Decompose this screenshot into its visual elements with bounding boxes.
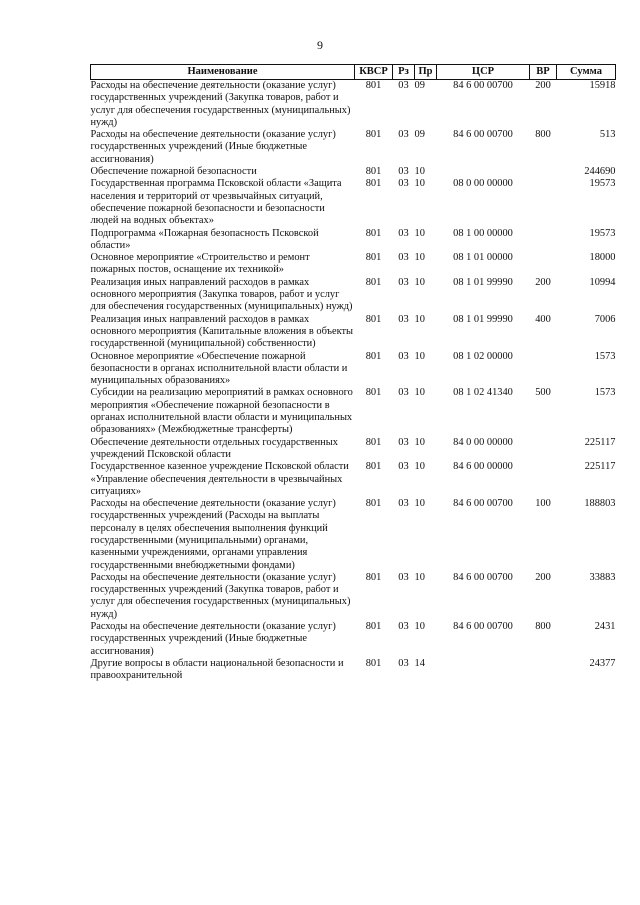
- cell-pr: 09: [414, 129, 425, 141]
- cell-pr: 10: [414, 498, 425, 510]
- table-row: [91, 178, 616, 227]
- cell-kvsr: 801: [365, 313, 382, 325]
- cell-rz: 03: [398, 657, 409, 669]
- cell-csr: 08 0 00 00000: [453, 178, 513, 190]
- table-row: [91, 437, 616, 462]
- cell-sum: 7006: [594, 313, 616, 325]
- cell-kvsr: 801: [365, 252, 382, 264]
- cell-pr: 10: [414, 436, 425, 448]
- cell-rz: 03: [398, 461, 409, 473]
- table-row: [91, 228, 616, 253]
- cell-kvsr: 801: [365, 227, 382, 239]
- table-row: [91, 498, 616, 572]
- cell-csr: 08 1 01 99990: [453, 276, 513, 288]
- cell-pr: 10: [414, 621, 425, 633]
- cell-csr: 84 6 00 00700: [453, 80, 513, 91]
- cell-kvsr: 801: [365, 178, 382, 190]
- cell-kvsr: 801: [365, 571, 382, 583]
- cell-sum: 15918: [589, 80, 616, 91]
- cell-csr: 08 1 02 00000: [453, 350, 513, 362]
- cell-kvsr: 801: [365, 166, 382, 178]
- header-vr: ВР: [530, 65, 557, 80]
- table-header-row: [91, 65, 616, 80]
- cell-vr: 500: [535, 387, 551, 399]
- cell-vr: [530, 228, 557, 253]
- cell-kvsr: 801: [365, 621, 382, 633]
- cell-kvsr: 801: [365, 276, 382, 288]
- cell-rz: 03: [398, 129, 409, 141]
- cell-name: Расходы на обеспечение деятельности (оказание услуг) государственных учреждений (Иные бюджетные ассигнования): [90, 129, 336, 165]
- cell-name: Расходы на обеспечение деятельности (оказание услуг) государственных учреждений (Расходы на выплаты персоналу в целях обеспечения выполнения функций государственными (муниципальными) органами, казенными учреждениями, органами управления государственными внебюджетными фондами): [90, 498, 336, 571]
- cell-kvsr: 801: [365, 657, 382, 669]
- cell-sum: 1573: [594, 350, 616, 362]
- cell-sum: 19573: [589, 227, 616, 239]
- cell-name: Расходы на обеспечение деятельности (оказание услуг) государственных учреждений (Закупка товаров, работ и услуг для обеспечения государственных (муниципальных) нужд): [90, 80, 351, 128]
- cell-kvsr: 801: [365, 387, 382, 399]
- cell-sum: 1573: [594, 387, 616, 399]
- cell-vr: 800: [535, 129, 551, 141]
- table-row: [91, 658, 616, 683]
- cell-csr: 84 6 00 00700: [453, 571, 513, 583]
- cell-sum: 33883: [589, 571, 616, 583]
- cell-pr: 09: [414, 80, 425, 91]
- cell-pr: 10: [414, 178, 425, 190]
- cell-name: Обеспечение пожарной безопасности: [90, 166, 257, 178]
- page-number: 9: [317, 38, 323, 52]
- cell-rz: 03: [398, 387, 409, 399]
- cell-csr: 84 6 00 00000: [453, 461, 513, 473]
- cell-rz: 03: [398, 80, 409, 91]
- table-row: [91, 621, 616, 658]
- cell-name: Реализация иных направлений расходов в рамках основного мероприятия (Капитальные вложения в объекты государственной (муниципальной) собственности): [90, 313, 354, 350]
- cell-name: Обеспечение деятельности отдельных государственных учреждений Псковской области: [90, 436, 338, 460]
- table-row: [91, 351, 616, 388]
- table-row: [91, 572, 616, 621]
- cell-csr: 84 6 00 00700: [453, 129, 513, 141]
- header-csr: ЦСР: [437, 65, 530, 80]
- cell-csr: 84 6 00 00700: [453, 498, 513, 510]
- cell-rz: 03: [398, 178, 409, 190]
- cell-name: Расходы на обеспечение деятельности (оказание услуг) государственных учреждений (Закупка товаров, работ и услуг для обеспечения государственных (муниципальных) нужд): [90, 571, 351, 620]
- cell-name: Расходы на обеспечение деятельности (оказание услуг) государственных учреждений (Иные бюджетные ассигнования): [90, 621, 336, 657]
- cell-pr: 10: [414, 276, 425, 288]
- cell-sum: 2431: [594, 621, 616, 633]
- cell-name: Государственная программа Псковской области «Защита населения и территорий от чрезвычайных ситуаций, обеспечение пожарной безопасности и безопасности людей на водных объектах»: [90, 178, 342, 227]
- cell-vr: 200: [535, 571, 551, 583]
- cell-sum: 188803: [584, 498, 616, 510]
- table-row: [91, 252, 616, 277]
- cell-csr: 08 1 00 00000: [453, 227, 513, 239]
- cell-rz: 03: [398, 350, 409, 362]
- cell-rz: 03: [398, 252, 409, 264]
- cell-pr: 10: [414, 387, 425, 399]
- cell-vr: [530, 461, 557, 498]
- header-name: Наименование: [91, 65, 355, 80]
- cell-kvsr: 801: [365, 498, 382, 510]
- header-rz: Рз: [393, 65, 415, 80]
- cell-rz: 03: [398, 498, 409, 510]
- cell-name: Основное мероприятие «Строительство и ремонт пожарных постов, оснащение их техникой»: [90, 252, 310, 276]
- cell-name: Субсидии на реализацию мероприятий в рамках основного мероприятия «Обеспечение пожарной безопасности в органах исполнительной власти области и муниципальных образованиях» (Межбюджетные трансферты): [90, 387, 353, 436]
- cell-rz: 03: [398, 621, 409, 633]
- cell-csr: 08 1 02 41340: [453, 387, 513, 399]
- cell-vr: [530, 178, 557, 227]
- cell-name: Государственное казенное учреждение Псковской области «Управление обеспечения деятельности в чрезвычайных ситуациях»: [90, 461, 349, 497]
- cell-rz: 03: [398, 571, 409, 583]
- cell-sum: 10994: [589, 276, 616, 288]
- cell-sum: 24377: [589, 657, 616, 669]
- cell-pr: 10: [414, 461, 425, 473]
- cell-rz: 03: [398, 227, 409, 239]
- table-row: [91, 314, 616, 351]
- cell-vr: [530, 658, 557, 683]
- cell-vr: 400: [535, 313, 551, 325]
- cell-pr: 10: [414, 252, 425, 264]
- cell-rz: 03: [398, 313, 409, 325]
- table-row: [91, 166, 616, 178]
- cell-pr: 10: [414, 227, 425, 239]
- cell-sum: 18000: [589, 252, 616, 264]
- table-row: [91, 80, 616, 130]
- table-row: [91, 129, 616, 166]
- cell-csr: 08 1 01 99990: [453, 313, 513, 325]
- cell-rz: 03: [398, 436, 409, 448]
- cell-csr: [437, 658, 530, 683]
- cell-vr: [530, 252, 557, 277]
- cell-kvsr: 801: [365, 80, 382, 91]
- cell-kvsr: 801: [365, 350, 382, 362]
- cell-vr: 100: [535, 498, 551, 510]
- cell-csr: [437, 166, 530, 178]
- cell-pr: 14: [414, 657, 425, 669]
- cell-pr: 10: [414, 350, 425, 362]
- cell-vr: 800: [535, 621, 551, 633]
- cell-name: Реализация иных направлений расходов в рамках основного мероприятия (Закупка товаров, работ и услуг для обеспечения государственных (муниципальных) нужд): [90, 276, 353, 313]
- table-row: [91, 461, 616, 498]
- cell-pr: 10: [414, 571, 425, 583]
- cell-vr: [530, 351, 557, 388]
- cell-rz: 03: [398, 276, 409, 288]
- header-kvsr: КВСР: [355, 65, 393, 80]
- cell-csr: 84 0 00 00000: [453, 436, 513, 448]
- cell-name: Другие вопросы в области национальной безопасности и правоохранительной: [90, 657, 344, 682]
- cell-sum: 19573: [589, 178, 616, 190]
- cell-vr: 200: [535, 276, 551, 288]
- cell-vr: 200: [535, 80, 551, 91]
- header-pr: Пр: [415, 65, 437, 80]
- cell-sum: 244690: [584, 166, 616, 178]
- cell-csr: 08 1 01 00000: [453, 252, 513, 264]
- cell-name: Основное мероприятие «Обеспечение пожарной безопасности в органах исполнительной власти области и муниципальных образованиях»: [90, 350, 348, 387]
- cell-sum: 225117: [584, 436, 616, 448]
- cell-sum: 225117: [584, 461, 616, 473]
- cell-kvsr: 801: [365, 129, 382, 141]
- header-sum: Сумма: [557, 65, 616, 80]
- cell-name: Подпрограмма «Пожарная безопасность Псковской области»: [90, 227, 319, 251]
- table-row: [91, 277, 616, 314]
- table-row: [91, 387, 616, 436]
- cell-vr: [530, 166, 557, 178]
- cell-pr: 10: [414, 313, 425, 325]
- budget-table: [90, 64, 616, 683]
- cell-sum: 513: [599, 129, 616, 141]
- cell-csr: 84 6 00 00700: [453, 621, 513, 633]
- cell-rz: 03: [398, 166, 409, 178]
- cell-vr: [530, 437, 557, 462]
- cell-kvsr: 801: [365, 436, 382, 448]
- cell-pr: 10: [414, 166, 425, 178]
- cell-kvsr: 801: [365, 461, 382, 473]
